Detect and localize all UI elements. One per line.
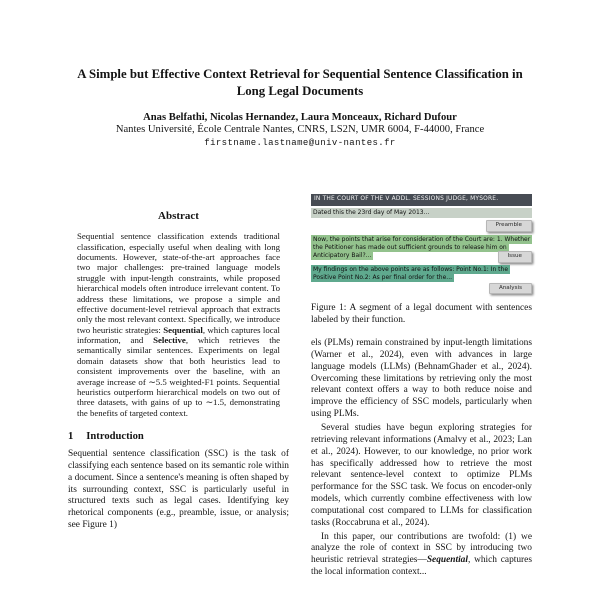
right-column xyxy=(311,194,532,579)
legal-document-snippet xyxy=(311,194,532,294)
abstract-text-part: , which retrieves the semantically similar sentences. Experiments on legal domain datasets show that both heuristics lead to consistent improvements over the baseline, with an average increase of ∼5.5 weighted-F1 points. Sequential heuristics outperform hierarchical models on two out of three datasets, with gains of up to ∼1.5, demonstrating the benefits of targeted context. xyxy=(77,335,280,418)
body-paragraph-3 xyxy=(311,532,532,579)
analysis-label-badge: Analysis xyxy=(489,283,532,295)
body-paragraph-3-tail: , which captures the local information context... xyxy=(311,555,532,578)
figure-caption: Figure 1: A segment of a legal document with sentences labeled by their function. xyxy=(311,303,532,326)
introduction-heading xyxy=(68,431,289,442)
abstract-keyword-sequential: Sequential xyxy=(163,324,203,335)
introduction-paragraph: Sequential sentence classification (SSC) is the task of classifying each sentence based on its semantic role within a document. Since a sentence's meaning is often shaped by its surrounding context, SSC is particularly useful in structured texts such as legal cases. Identifying key rhetorical components (e.g., preamble, issue, or analysis; see Figure 1) xyxy=(68,449,289,531)
analysis-label-row xyxy=(311,283,532,295)
abstract-keyword-selective: Selective xyxy=(153,335,186,345)
figure-segment-preamble xyxy=(311,208,532,232)
title-block xyxy=(0,0,600,148)
issue-sentence: Now, the points that arise for consideration of the Court are: 1. Whether the Petitioner has made out sufficient grounds to release him on Anticipatory Bail?... xyxy=(313,235,531,260)
analysis-sentence: My findings on the above points are as follows: Point No.1: In the Positive Point No.2: As per final order for the... xyxy=(313,265,509,281)
body-paragraph-3-text: In this paper, our contributions are twofold: (1) we analyze the role of context in SSC by introducing two heuristic retrieval strategies— xyxy=(311,531,532,566)
abstract-heading: Abstract xyxy=(158,210,199,223)
abstract-text xyxy=(68,231,289,418)
paper-title: A Simple but Effective Context Retrieval for Sequential Sentence Classification in Long Legal Documents xyxy=(77,67,523,98)
court-header-bar: IN THE COURT OF THE V ADDL. SESSIONS JUDGE, MYSORE. xyxy=(311,194,532,206)
two-column-body xyxy=(0,194,600,579)
preamble-label-badge: Preamble xyxy=(486,220,532,232)
keyword-sequential: Sequential xyxy=(426,555,468,566)
paper-email: firstname.lastname@univ-nantes.fr xyxy=(204,138,396,149)
body-paragraph-1: els (PLMs) remain constrained by input-length limitations (Warner et al., 2024), even with advances in large language models (LLMs) (BehnamGhader et al., 2024). Overcoming these limitations by retrieving only the most relevant context offers a way to both reduce noise and improve the efficiency of SSC models, particularly when using PLMs. xyxy=(311,338,532,420)
figure-segment-issue xyxy=(311,236,532,263)
figure-segment-analysis xyxy=(311,266,532,295)
figure-1 xyxy=(311,194,532,327)
body-paragraph-2: Several studies have begun exploring strategies for retrieving relevant informations (Amalvy et al., 2023; Lan et al., 2024). However, to our knowledge, no prior work has specifically addressed how to retrieve the most relevant sentence-level context to optimize PLMs performance for the SSC task. We focus on encoder-only models, which currently combine effectiveness with low computational cost compared to LLMs for classification tasks (Roccabruna et al., 2024). xyxy=(311,423,532,528)
abstract-text-part: , which captures local information, and xyxy=(77,324,280,345)
left-column xyxy=(68,194,289,579)
paper-authors: Anas Belfathi, Nicolas Hernandez, Laura Monceaux, Richard Dufour xyxy=(143,112,457,124)
preamble-sentence: Dated this the 23rd day of May 2013... xyxy=(311,208,532,218)
abstract-text-part: Sequential sentence classification extends traditional classification, especially useful when dealing with long documents. However, state-of-the-art approaches face two major challenges: pre-trained language models struggle with input-length constraints, while proposed hierarchical models often introduce irrelevant content. To address these limitations, we propose a simple and effective document-level retrieval approach that extracts only the most relevant context. Specifically, we introduce two heuristic strategies: xyxy=(77,231,280,335)
issue-label-badge: Issue xyxy=(498,251,532,263)
section-title: Introduction xyxy=(86,431,144,442)
paper-affiliation: Nantes Université, École Centrale Nantes, CNRS, LS2N, UMR 6004, F-44000, France xyxy=(115,124,485,136)
section-number: 1 xyxy=(68,431,74,442)
preamble-label-row xyxy=(311,220,532,232)
